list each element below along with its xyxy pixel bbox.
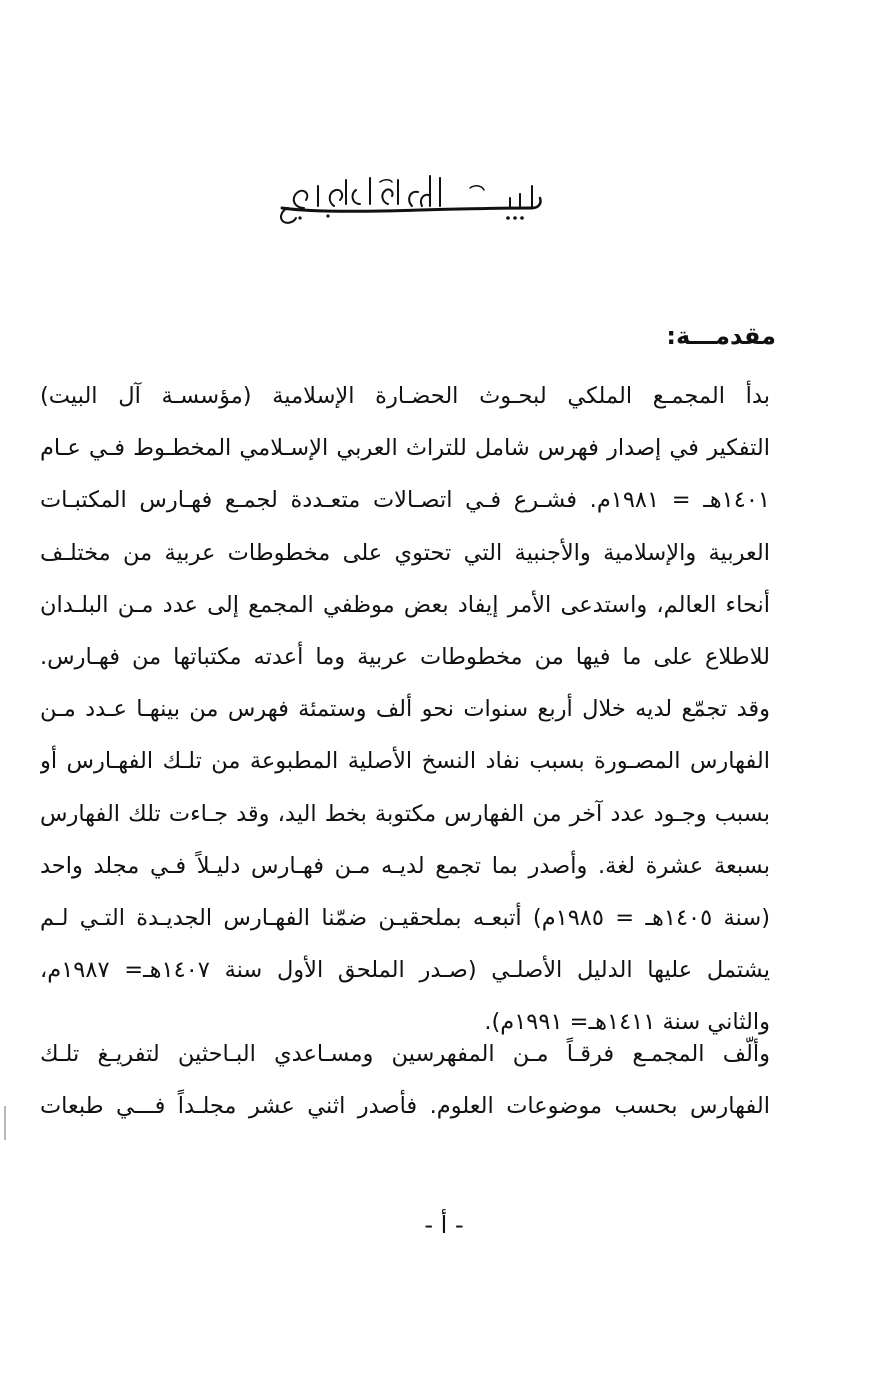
section-heading: مقدمـــة: xyxy=(666,322,776,350)
text-line: للاطلاع على ما فيها من مخطوطات عربية وما أعدته مكتباتها من فهـارس. xyxy=(40,643,770,670)
page-number: - أ - xyxy=(424,1211,464,1239)
text-line: التفكير في إصدار فهرس شامل للتراث العربي الإسـلامي المخطـوط فـي عـام xyxy=(40,435,770,462)
text-line: يشتمل عليها الدليل الأصلـي (صـدر الملحق الأول سنة ١٤٠٧هـ= ١٩٨٧م، xyxy=(40,957,770,984)
text-line: أنحاء العالم، واستدعى الأمر إيفاد بعض موظفي المجمع إلى عدد مـن البلـدان xyxy=(40,591,770,618)
text-line: (سنة ١٤٠٥هـ = ١٩٨٥م) أتبعـه بملحقيـن ضمّنا الفهـارس الجديـدة التـي لـم xyxy=(40,904,770,931)
paragraph-2 xyxy=(40,1028,770,1132)
text-line: العربية والإسلامية والأجنبية التي تحتوي على مخطوطات عربية من مختلـف xyxy=(40,539,770,566)
paragraph-1 xyxy=(40,370,770,1048)
text-line: بسبب وجـود عدد آخر من الفهارس مكتوبة بخط اليد، وقد جـاءت تلك الفهارس xyxy=(40,800,770,827)
basmala-calligraphy-icon xyxy=(270,168,560,228)
text-line: ١٤٠١هـ = ١٩٨١م. فشـرع فـي اتصـالات متعـددة لجمـع فهـارس المكتبـات xyxy=(40,487,770,514)
text-line: والثاني سنة ١٤١١هـ= ١٩٩١م). xyxy=(484,1009,770,1036)
text-line: وقد تجمّع لديه خلال أربع سنوات نحو ألف وستمئة فهرس من بينهـا عـدد مـن xyxy=(40,696,770,723)
text-line: بسبعة عشرة لغة. وأصدر بما تجمع لديـه مـن فهـارس دليـلاً فـي مجلد واحد xyxy=(40,852,770,879)
text-line: الفهارس بحسب موضوعات العلوم. فأصدر اثني عشر مجلـداً فـــي طبعات xyxy=(40,1093,770,1120)
scan-artifact xyxy=(4,1106,6,1140)
text-line: الفهارس المصـورة بسبب نفاد النسخ الأصلية المطبوعة من تلـك الفهـارس أو xyxy=(40,748,770,775)
text-line: وألّف المجمـع فرقـاً مـن المفهرسين ومسـاعدي البـاحثين لتفريـغ تلـك xyxy=(40,1041,770,1067)
text-line: بدأ المجمـع الملكي لبحـوث الحضـارة الإسلامية (مؤسسـة آل البيت) xyxy=(40,383,770,409)
basmala-calligraphy xyxy=(270,168,560,228)
